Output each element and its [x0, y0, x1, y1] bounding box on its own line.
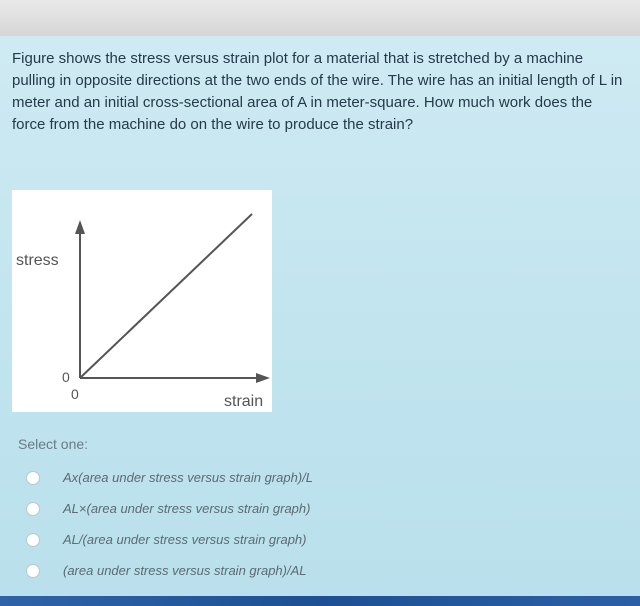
- x-axis-arrow: [256, 373, 270, 383]
- answer-option-d[interactable]: [26, 555, 586, 586]
- answer-option-label: Ax(area under stress versus strain graph)/L: [63, 470, 313, 485]
- x-axis-label: strain: [224, 393, 264, 410]
- answer-option-c[interactable]: [26, 524, 586, 555]
- radio-button[interactable]: [26, 533, 40, 547]
- answer-option-a[interactable]: [26, 462, 586, 493]
- answer-option-label: (area under stress versus strain graph)/AL: [63, 563, 307, 578]
- answer-options: [26, 462, 586, 586]
- browser-top-strip: [0, 0, 640, 36]
- answer-option-label: AL×(area under stress versus strain graph): [63, 501, 311, 516]
- y-axis-label: stress: [16, 252, 59, 269]
- radio-button[interactable]: [26, 502, 40, 516]
- stress-strain-plot: [12, 190, 272, 412]
- answer-option-b[interactable]: [26, 493, 586, 524]
- y-axis-arrow: [75, 220, 85, 234]
- stress-strain-figure: [12, 190, 272, 412]
- radio-button[interactable]: [26, 564, 40, 578]
- stress-strain-line: [80, 214, 252, 378]
- question-card: [0, 36, 640, 598]
- question-text: Figure shows the stress versus strain plot for a material that is stretched by a machine pulling in opposite directions at the two ends of the wire. The wire has an initial length of L in meter and an initial cross-sectional area of A in meter-square. How much work does the force from the machine do on the wire to produce the strain?: [12, 50, 623, 133]
- answer-option-label: AL/(area under stress versus strain graph): [63, 532, 307, 547]
- radio-button[interactable]: [26, 471, 40, 485]
- taskbar-strip: [0, 596, 640, 606]
- origin-x-label: 0: [71, 386, 79, 402]
- select-one-prompt: Select one:: [18, 436, 89, 452]
- origin-y-label: 0: [62, 369, 70, 385]
